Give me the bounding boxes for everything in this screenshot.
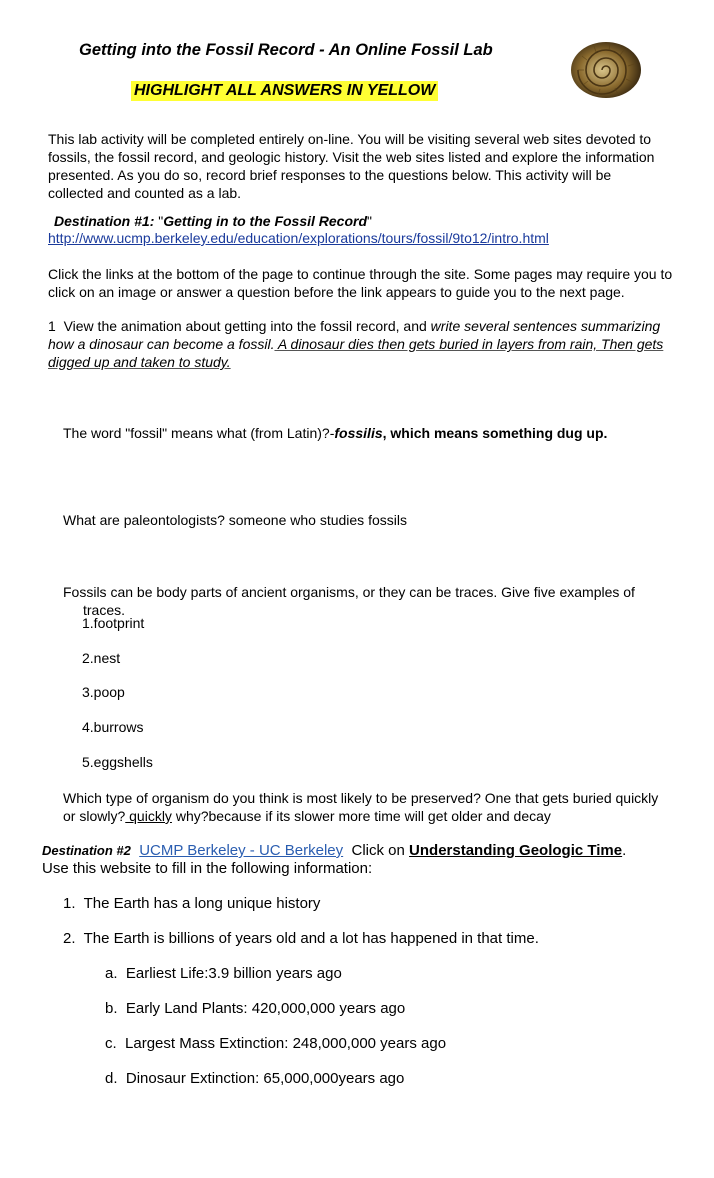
question-preservation xyxy=(63,789,663,825)
page-title: Getting into the Fossil Record - An Online Fossil Lab xyxy=(79,41,493,59)
sub-list-text: Dinosaur Extinction: 65,000,000years ago xyxy=(125,1070,405,1087)
trace-item: 3.poop xyxy=(82,684,125,700)
ammonite-fossil-icon xyxy=(568,38,642,100)
list-item xyxy=(63,895,320,912)
trace-item: 2.nest xyxy=(82,650,121,666)
geologic-time-link[interactable]: Understanding Geologic Time xyxy=(409,842,623,859)
question-paleontologists: What are paleontologists? someone who studies fossils xyxy=(63,512,407,528)
fossil-meaning-latin: fossilis xyxy=(334,425,383,441)
highlight-instruction: HIGHLIGHT ALL ANSWERS IN YELLOW xyxy=(131,81,438,101)
list-item xyxy=(63,930,539,947)
sub-list-item xyxy=(105,1035,446,1052)
list-number: 2. xyxy=(63,930,76,947)
question-1-answer: A dinosaur dies then gets buried in layers from rain, Then gets digged up and taken to study. xyxy=(48,336,664,370)
destination-2-heading xyxy=(42,842,626,859)
period: . xyxy=(622,842,627,859)
preservation-why: why?because if its slower more time will get older and decay xyxy=(171,808,551,824)
sub-list-text: Earliest Life:3.9 billion years ago xyxy=(125,965,342,982)
destination-1-instructions: Click the links at the bottom of the page to continue through the site. Some pages may require you to click on an image or answer a question before the link appears to guide you to the next page. xyxy=(48,266,673,300)
quote-open: " xyxy=(158,213,164,229)
click-on-text: Click on xyxy=(351,842,405,859)
destination-1-link[interactable]: http://www.ucmp.berkeley.edu/education/explorations/tours/fossil/9to12/intro.html xyxy=(48,230,549,246)
question-1-number: 1 xyxy=(48,318,56,334)
trace-item: 4.burrows xyxy=(82,719,144,735)
destination-2-link[interactable]: UCMP Berkeley - UC Berkeley xyxy=(139,842,344,859)
destination-1-label: Destination #1: xyxy=(54,213,155,229)
trace-item: 1.footprint xyxy=(82,615,145,631)
fossil-meaning-prompt: The word "fossil" means what (from Latin)?- xyxy=(63,425,335,441)
question-1-prompt-italic: write several sentences summarizing how a dinosaur can become a fossil. xyxy=(48,318,661,352)
sub-list-text: Early Land Plants: 420,000,000 years ago xyxy=(125,1000,406,1017)
fossil-meaning-answer: , which means something dug up. xyxy=(382,425,608,441)
trace-item: 5.eggshells xyxy=(82,754,153,770)
preservation-prompt: Which type of organism do you think is most likely to be preserved? One that gets buried quickly or slowly? xyxy=(63,790,659,824)
question-traces xyxy=(63,583,663,619)
question-fossil-meaning xyxy=(63,425,607,441)
destination-1-heading xyxy=(54,213,372,229)
list-number: 1. xyxy=(63,895,76,912)
destination-2-instructions: Use this website to fill in the following information: xyxy=(42,860,373,877)
sub-list-text: Largest Mass Extinction: 248,000,000 years ago xyxy=(125,1035,447,1052)
destination-2-label: Destination #2 xyxy=(42,843,131,858)
list-text: The Earth is billions of years old and a lot has happened in that time. xyxy=(83,930,539,947)
sub-list-item xyxy=(105,1070,404,1087)
traces-prompt-cont: traces. xyxy=(83,602,126,618)
preservation-answer: quickly xyxy=(125,808,172,824)
sub-list-letter: c. xyxy=(105,1035,117,1052)
quote-close: " xyxy=(367,213,373,229)
sub-list-letter: b. xyxy=(105,1000,118,1017)
sub-list-item xyxy=(105,1000,405,1017)
intro-paragraph: This lab activity will be completed entirely on-line. You will be visiting several web sites devoted to fossils, the fossil record, and geologic history. Visit the web sites listed and explore the information presented. As you do so, record brief responses to the questions below. This activity will be collected and counted as a lab. xyxy=(48,131,655,201)
question-1 xyxy=(48,317,668,371)
sub-list-letter: d. xyxy=(105,1070,118,1087)
sub-list-item xyxy=(105,965,342,982)
list-text: The Earth has a long unique history xyxy=(83,895,321,912)
traces-prompt: Fossils can be body parts of ancient organisms, or they can be traces. Give five examples of xyxy=(63,584,635,600)
question-1-prompt: View the animation about getting into the fossil record, and xyxy=(63,318,431,334)
destination-1-name: Getting in to the Fossil Record xyxy=(163,213,368,229)
sub-list-letter: a. xyxy=(105,965,118,982)
